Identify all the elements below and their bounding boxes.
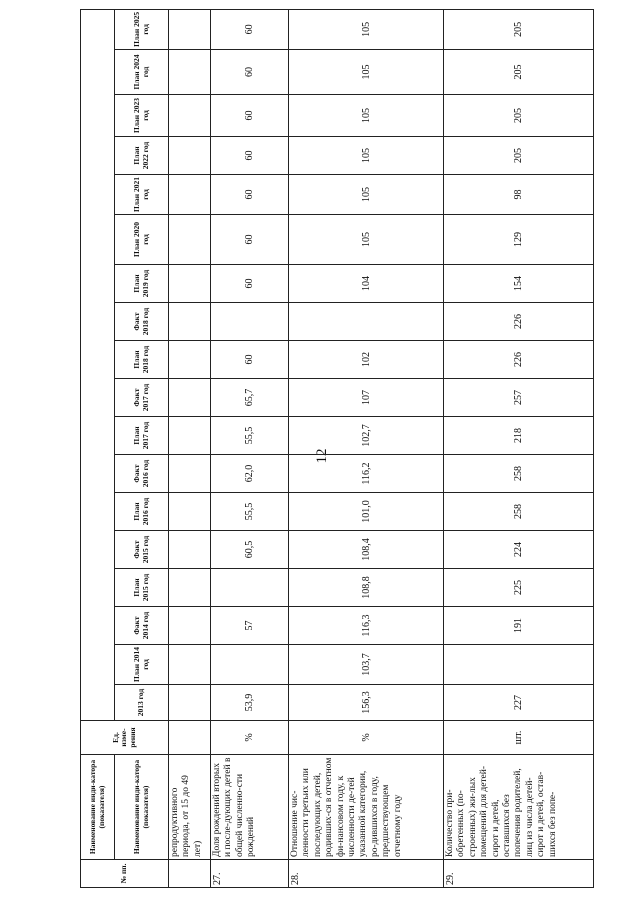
value-cell [169, 303, 211, 341]
value-cell: 60 [211, 137, 289, 175]
value-cell: 205 [444, 50, 594, 95]
value-cell: 191 [444, 607, 594, 645]
value-cell: 55,5 [211, 417, 289, 455]
value-cell [169, 607, 211, 645]
value-cell: 227 [444, 685, 594, 721]
value-cell [169, 685, 211, 721]
year-header: Факт 2015 год [115, 531, 169, 569]
row-number: 29. [444, 860, 594, 888]
value-cell [169, 569, 211, 607]
year-header: План 2024 год [115, 50, 169, 95]
value-cell [169, 645, 211, 685]
indicator-name: репродуктивного периода, от 15 до 49 лет) [169, 755, 211, 860]
value-cell [169, 417, 211, 455]
value-cell: 105 [289, 95, 444, 137]
year-header: План 2017 год [115, 417, 169, 455]
unit-cell: % [289, 721, 444, 755]
value-cell: 65,7 [211, 379, 289, 417]
year-header: 2013 год [115, 685, 169, 721]
value-cell [169, 9, 211, 49]
value-cell [211, 569, 289, 607]
col-unit-header: Ед. изме-рения [81, 721, 169, 755]
year-header: План 2023 год [115, 95, 169, 137]
value-cell [211, 303, 289, 341]
col-name-header: Наименование инди-катора (показателя) [81, 755, 115, 860]
value-cell [444, 645, 594, 685]
value-cell [169, 137, 211, 175]
value-cell [169, 341, 211, 379]
row-number: 27. [211, 860, 289, 888]
value-cell: 60 [211, 215, 289, 265]
header-row-top [81, 9, 115, 887]
value-cell: 226 [444, 303, 594, 341]
header-row-years [115, 9, 169, 887]
value-cell: 226 [444, 341, 594, 379]
value-cell: 108,4 [289, 531, 444, 569]
value-cell: 156,3 [289, 685, 444, 721]
year-header: Факт 2014 год [115, 607, 169, 645]
value-cell: 205 [444, 9, 594, 49]
row-number [169, 860, 211, 888]
value-cell: 103,7 [289, 645, 444, 685]
value-cell [211, 645, 289, 685]
indicator-name: Количество при-обретенных (по-строенных) жи-лых помещений для детей-сирот и детей, оставшихся без попечения родителей, лиц из числа детей-сирот и детей, остав-шихся без попе- [444, 755, 594, 860]
value-cell [169, 95, 211, 137]
value-cell: 60,5 [211, 531, 289, 569]
value-cell: 116,3 [289, 607, 444, 645]
unit-cell [169, 721, 211, 755]
value-cell: 53,9 [211, 685, 289, 721]
value-cell: 205 [444, 95, 594, 137]
year-header: План 2019 год [115, 265, 169, 303]
value-cell: 129 [444, 215, 594, 265]
page-number: 12 [314, 448, 330, 464]
value-cell [169, 175, 211, 215]
value-cell: 105 [289, 9, 444, 49]
row-number: 28. [289, 860, 444, 888]
value-cell: 257 [444, 379, 594, 417]
year-header: План 2025 год [115, 9, 169, 49]
value-cell [169, 531, 211, 569]
year-header: План 2022 год [115, 137, 169, 175]
col-name-header-repeat: Наименование инди-катора (показателя) [115, 755, 169, 860]
year-header: Факт 2016 год [115, 455, 169, 493]
value-cell: 105 [289, 50, 444, 95]
value-cell: 60 [211, 50, 289, 95]
rotated-table-wrapper [80, 9, 594, 888]
value-cell [169, 265, 211, 303]
value-cell: 62,0 [211, 455, 289, 493]
value-cell: 60 [211, 175, 289, 215]
unit-cell: шт. [444, 721, 594, 755]
value-cell: 57 [211, 607, 289, 645]
year-header: План 2020 год [115, 215, 169, 265]
table-row [211, 9, 289, 887]
indicator-name: Доля рождений вторых и после-дующих детей в общей численно-сти рождений [211, 755, 289, 860]
value-cell: 60 [211, 341, 289, 379]
value-cell: 101,0 [289, 493, 444, 531]
value-cell: 60 [211, 265, 289, 303]
value-cell [169, 455, 211, 493]
value-cell: 116,2 [289, 455, 444, 493]
value-cell: 258 [444, 493, 594, 531]
value-cell: 108,8 [289, 569, 444, 607]
value-cell: 105 [289, 215, 444, 265]
value-cell: 60 [211, 95, 289, 137]
value-cell [169, 50, 211, 95]
indicator-name: Отношение чис-ленности третьих или последующих детей, родивших-ся в отчетном фи-нансовом году, к численности де-тей указанной категории, ро-дившихся в году, предшествующем отчетному году [289, 755, 444, 860]
table-row [169, 9, 211, 887]
year-header: План 2018 год [115, 341, 169, 379]
value-cell: 104 [289, 265, 444, 303]
value-cell: 224 [444, 531, 594, 569]
value-cell: 205 [444, 137, 594, 175]
col-no-header: № пп. [81, 860, 169, 888]
value-cell [289, 303, 444, 341]
year-header: План 2021 год [115, 175, 169, 215]
value-cell: 102 [289, 341, 444, 379]
indicators-table [80, 9, 594, 888]
value-cell: 102,7 [289, 417, 444, 455]
year-header: План 2014 год [115, 645, 169, 685]
table-row [289, 9, 444, 887]
year-header: Факт 2018 год [115, 303, 169, 341]
value-cell: 258 [444, 455, 594, 493]
unit-cell: % [211, 721, 289, 755]
value-cell: 107 [289, 379, 444, 417]
year-header: План 2016 год [115, 493, 169, 531]
value-cell: 218 [444, 417, 594, 455]
value-cell: 154 [444, 265, 594, 303]
value-cell: 55,5 [211, 493, 289, 531]
table-row [444, 9, 594, 887]
value-cell: 98 [444, 175, 594, 215]
value-cell: 105 [289, 175, 444, 215]
value-cell [169, 379, 211, 417]
years-group-header [81, 9, 115, 720]
year-header: План 2015 год [115, 569, 169, 607]
value-cell: 105 [289, 137, 444, 175]
value-cell: 225 [444, 569, 594, 607]
year-header: Факт 2017 год [115, 379, 169, 417]
value-cell [169, 215, 211, 265]
value-cell: 60 [211, 9, 289, 49]
value-cell [169, 493, 211, 531]
